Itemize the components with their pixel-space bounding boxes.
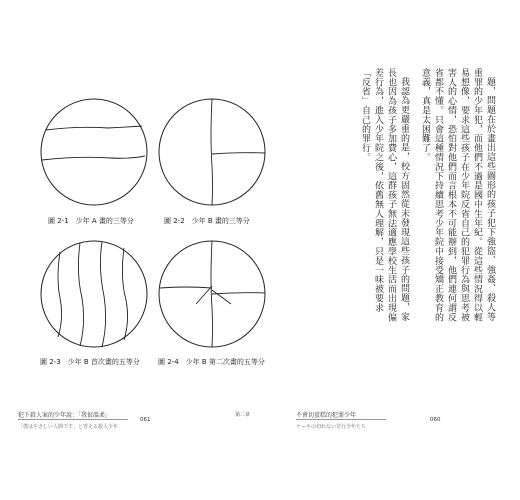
body-text: [316, 68, 496, 328]
figure-2-2: [156, 96, 268, 208]
left-footer-subtitle: 「僕はやさしい人間です」と答える殺人少年: [18, 424, 119, 430]
right-page: [260, 0, 520, 500]
figure-2-2-drawing: [156, 96, 268, 208]
left-footer-title: 犯下殺人案的少年說：「我很溫柔」: [18, 412, 112, 419]
figure-2-3-drawing: [38, 238, 150, 350]
figure-2-4: [156, 238, 268, 350]
paragraph: 我認為更嚴重的是，校方固然從未發現這些孩子的問題，家長也因為孩子多加費心，這群孩子無法適應學校生活而出現偏差行為，進入少年院之後，依舊無人理解，只是一味被要求「反省」自己的罪行。: [360, 68, 409, 322]
caption-figure-2-4: 圖 2-4 少年 B 第二次畫的五等分: [158, 358, 265, 366]
figure-2-3: [38, 238, 150, 350]
caption-figure-2-2: 圖 2-2 少年 B 畫的三等分: [164, 217, 250, 225]
figure-2-4-drawing: [156, 238, 268, 350]
figure-2-1-drawing: [38, 96, 150, 208]
right-footer-title: 不會切蛋糕的犯罪少年: [296, 412, 357, 419]
right-page-number: 060: [430, 417, 441, 423]
caption-figure-2-3: 圖 2-3 少年 B 首次畫的五等分: [40, 358, 140, 366]
right-footer-subtitle: ケーキの切れない非行少年たち: [296, 424, 367, 430]
paragraph: 題，問題在於畫出這些圖形的孩子犯下強盜、強姦、殺人等重罪的少年犯，而他們不過是國中生年紀。從這些情況得以輕易想像，要求這些孩子在少年院反省自己的犯罪行為與思考被害人的心情，恐怕對他們而言根本不可能辦到，他們連何謂反省都不懂。只會這種情況下持續思考少年院中接受矯正教育的意義，真是太困難了。: [420, 68, 495, 322]
figure-2-1: [38, 96, 150, 208]
right-footer-rule: [296, 419, 386, 420]
left-page-number: 061: [140, 417, 151, 423]
chapter-label: 第二章: [235, 412, 251, 418]
caption-figure-2-1: 圖 2-1 少年 A 畫的三等分: [48, 217, 134, 225]
left-footer-rule: [18, 419, 128, 420]
